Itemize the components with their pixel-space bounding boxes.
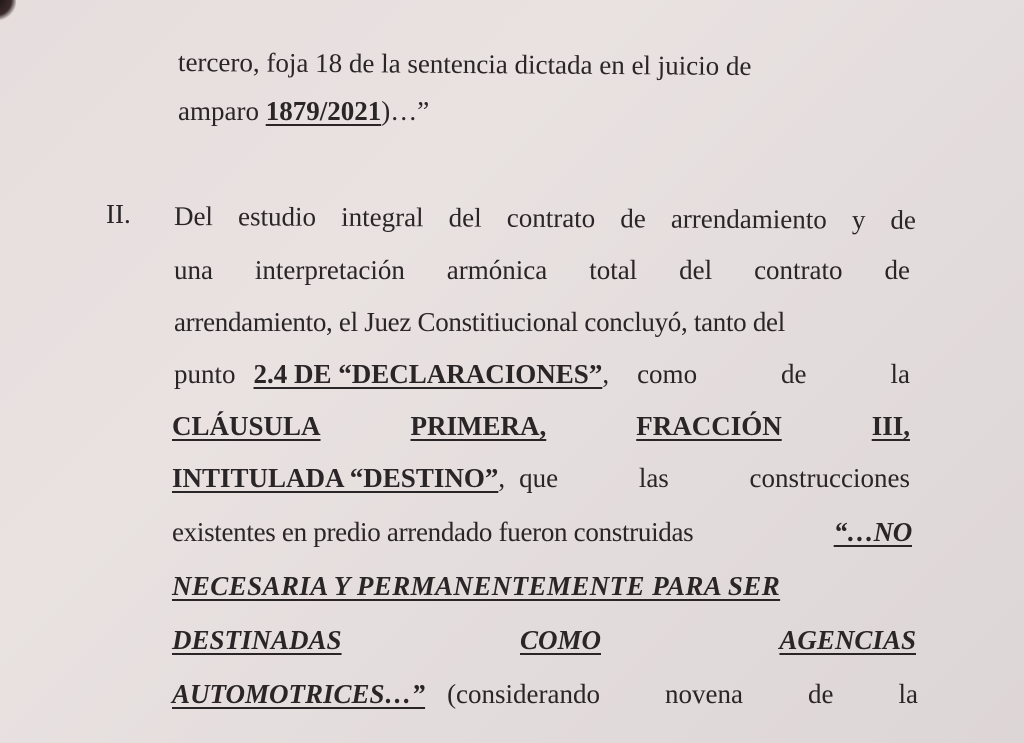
word: total [589,255,638,285]
word: y [851,204,866,235]
text-line-10 [172,570,914,602]
text-line-4 [174,254,910,286]
quote-start: “…NO [833,517,912,547]
word: una [174,255,213,285]
judge-conclusion-text: arrendamiento, el Juez Constitiucional concluyó, tanto del [174,307,785,337]
text-line-3 [174,200,916,236]
case-number: 1879/2021 [265,96,382,126]
quote-end: AUTOMOTRICES…” [172,679,426,709]
clausula-reference [172,410,910,442]
text-line-12 [172,678,918,710]
word: DESTINADAS [172,625,342,655]
word: III, [871,411,910,441]
declaraciones-reference: 2.4 DE “DECLARACIONES” [253,359,603,389]
word: Del [173,201,214,232]
word: integral [341,201,424,233]
destino-reference: INTITULADA “DESTINO” [172,463,499,493]
word: , [498,463,506,493]
word: FRACCIÓN [636,411,782,441]
word: CLÁUSULA [172,411,321,441]
word: la [890,359,910,389]
word: de [807,679,834,709]
word: estudio [237,201,317,232]
text-line-9 [172,516,912,548]
word: de [884,255,910,285]
word: punto [174,359,236,389]
construction-text: existentes en predio arrendado fueron construidas [172,517,694,547]
word: la [898,679,918,709]
text-line-1 [178,46,900,83]
word: AGENCIAS [779,625,916,655]
text-line-11 [172,624,916,656]
text-line-2 [178,95,429,127]
text-line-6 [174,358,910,390]
quote-continuation-line1: tercero, foja 18 de la sentencia dictada en el juicio de [177,47,752,82]
section-numeral: II. [106,199,131,229]
word: PRIMERA, [410,411,547,441]
text-line-5 [174,306,910,338]
word: contrato [506,202,596,234]
word: construcciones [749,463,910,493]
word: arrendamiento [670,203,827,235]
word: novena [665,679,743,709]
amparo-prefix: amparo [178,96,266,126]
word: , [602,359,610,389]
quoted-emphasis: NECESARIA Y PERMANENTEMENTE PARA SER [172,571,781,601]
word: del [448,202,482,233]
word: interpretación [254,255,405,285]
word: COMO [519,625,601,655]
word: (considerando [447,679,601,709]
word: como [637,359,698,389]
word: armónica [446,255,548,285]
word: que [519,463,559,493]
word: de [620,203,646,234]
word: del [679,255,713,285]
quote-close: )…” [381,96,430,126]
word: las [638,463,669,493]
text-line-8 [172,462,910,494]
word: de [890,204,917,235]
word: de [781,359,807,389]
word: contrato [754,255,843,285]
